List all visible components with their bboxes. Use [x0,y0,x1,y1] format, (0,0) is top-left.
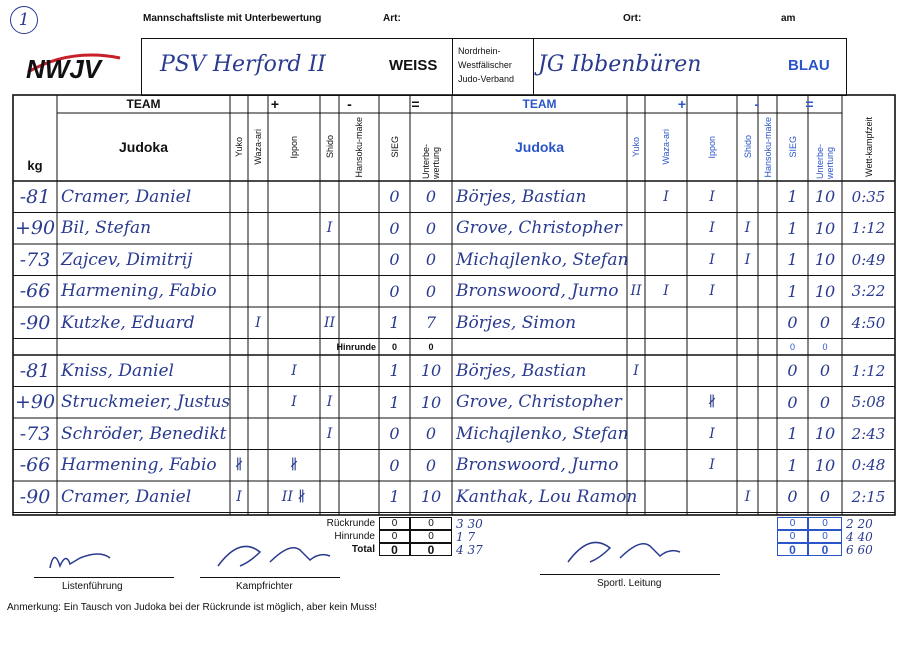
total-hand-blue-0: 2 20 [846,516,873,531]
bout-w-waza [248,244,268,276]
plus-header-blue: + [677,96,687,112]
bout-w-sieg: 0 [389,187,400,207]
handwritten-signature-2 [210,532,340,576]
bout-b-unter: 10 [814,424,836,444]
bout-w-shido: I [326,394,333,411]
total-hand-white-2: 4 37 [456,542,483,557]
shido-header-white-text: Shido [324,135,335,159]
yuko-header-blue [627,115,645,179]
bout-b-ippon: I [709,425,715,442]
bout-b-unter: 0 [819,392,831,412]
bout-kg: -90 [19,311,51,334]
bout-b-ippon: I [709,188,715,205]
hansokumake-header-blue-text: Hansoku-make [762,116,773,178]
bout-w-hans [339,307,379,339]
ippon-header-blue [687,115,737,179]
total-hand-blue-2: 6 60 [846,542,873,557]
bout-w-hans [339,355,379,387]
form-title: Mannschaftsliste mit Unterbewertung [143,13,322,24]
bout-w-sieg: 1 [389,361,400,381]
signature-leitung-label: Sportl. Leitung [597,578,662,589]
svg-text:NWJV: NWJV [26,54,102,84]
bout-b-sieg: 1 [787,281,798,301]
bout-w-yuko [230,244,248,276]
bout-w-ippon: ∦ [289,457,299,474]
bout-w-ippon [268,307,320,339]
bout-w-waza: I [255,314,261,331]
bout-b-unter: 10 [814,455,836,475]
team-header-white: TEAM [126,97,161,111]
bout-b-unter: 0 [819,361,831,381]
bout-w-yuko: ∦ [234,457,244,474]
bout-b-sieg: 0 [787,361,798,381]
team-header-blue: TEAM [522,97,557,111]
total-white-unter-2: 0 [410,543,452,556]
bout-blue: Michajlenko, Stefan [456,249,629,270]
footnote: Anmerkung: Ein Tausch von Judoka bei der Rückrunde ist möglich, aber kein Muss! [7,602,378,613]
bout-w-unter: 0 [425,281,437,301]
bout-b-sieg: 1 [787,187,798,207]
total-blue-sieg-2: 0 [777,543,808,556]
bout-b-shido: I [744,488,751,505]
sieg-header-blue-text: SIEG [787,136,798,158]
bout-b-yuko [627,244,645,276]
bout-w-shido [320,450,339,482]
bout-w-unter: 10 [420,361,442,381]
shido-header-blue-text: Shido [742,135,753,159]
bout-kg: -66 [19,280,51,303]
bout-b-sieg: 0 [787,487,798,507]
bout-w-ippon: II ∦ [281,488,307,505]
bout-w-unter: 0 [425,187,437,207]
bout-b-yuko [627,307,645,339]
bout-w-sieg: 1 [389,313,400,333]
bout-blue: Börjes, Simon [456,312,577,333]
total-label-1: Hinrunde [334,531,375,542]
bout-kg: -90 [19,485,51,508]
bout-w-unter: 10 [420,487,442,507]
bout-b-waza [645,481,687,513]
bout-time: 4:50 [851,313,886,332]
total-label-0: Rückrunde [326,518,375,529]
bout-w-ippon [268,213,320,245]
bout-b-hans [758,213,777,245]
bout-b-waza [645,307,687,339]
bout-w-waza [248,276,268,308]
bout-blue: Grove, Christopher [456,218,622,239]
yuko-header-white-text: Yuko [234,136,244,158]
bout-kg: +90 [14,391,56,414]
bout-w-sieg: 1 [389,392,400,412]
bout-b-sieg: 0 [787,392,798,412]
minus-header-blue: - [754,96,760,112]
bout-w-waza [248,418,268,450]
bout-time: 2:43 [851,424,886,443]
bout-b-hans [758,450,777,482]
bout-w-waza [248,181,268,213]
bout-white: Bil, Stefan [61,218,152,239]
blue-label: BLAU [788,57,830,74]
hinrunde-blue-sieg: 0 [789,341,795,352]
bout-b-ippon [687,307,737,339]
bout-b-yuko: II [630,283,642,300]
total-blue-sieg-0: 0 [777,517,808,530]
total-blue-unter-0: 0 [808,517,842,530]
bout-w-unter: 7 [425,313,437,333]
bout-w-shido [320,276,339,308]
kampfzeit-header-blue [842,115,895,179]
bout-white: Schröder, Benedikt [61,423,227,444]
bout-w-hans [339,418,379,450]
plus-header-white: + [270,96,280,112]
total-white-unter-0: 0 [410,517,452,530]
bout-w-ippon [268,181,320,213]
bout-time: 3:22 [851,282,886,301]
bout-w-shido [320,355,339,387]
bout-b-yuko [627,181,645,213]
bout-b-shido [737,387,758,419]
bout-b-unter: 10 [814,250,836,270]
bout-white: Struckmeier, Justus [61,392,231,413]
team-blue-name: JG Ibbenbüren [538,52,702,77]
bout-w-unter: 0 [425,250,437,270]
bout-w-hans [339,481,379,513]
bout-time: 2:15 [851,487,886,506]
bout-w-ippon [268,418,320,450]
bout-w-unter: 10 [420,392,442,412]
bout-w-ippon: I [291,362,297,379]
handwritten-signature-1 [40,540,150,576]
bout-b-waza [645,450,687,482]
bout-white: Kniss, Daniel [61,360,174,381]
total-white-sieg-2: 0 [379,543,410,556]
judoka-header-white: Judoka [118,139,168,155]
signature-listenfuehrung-line [34,577,174,578]
ippon-header-blue-text: Ippon [707,135,717,159]
bout-kg: -73 [19,422,51,445]
bout-b-yuko [627,481,645,513]
bout-white: Harmening, Fabio [61,281,217,302]
hinrunde-white-sieg: 0 [391,341,397,352]
bout-b-unter: 10 [814,218,836,238]
bout-w-yuko [230,355,248,387]
hinrunde-white-unter: 0 [428,341,434,352]
bout-b-shido [737,418,758,450]
shido-header-white [320,115,339,179]
bout-w-sieg: 0 [389,250,400,270]
bout-blue: Börjes, Bastian [456,186,587,207]
hansokumake-header-blue [758,115,777,179]
wazaari-header-white-text: Waza-ari [253,129,263,165]
bout-w-hans [339,387,379,419]
hansokumake-header-white [339,115,379,179]
bout-b-shido [737,181,758,213]
shido-header-blue [737,115,758,179]
bout-w-ippon [268,276,320,308]
bout-b-ippon: I [709,283,715,300]
bout-w-shido [320,244,339,276]
bout-w-yuko [230,387,248,419]
bout-time: 0:48 [851,456,886,475]
am-label: am [781,13,796,24]
total-white-unter-1: 0 [410,530,452,543]
bout-w-yuko [230,276,248,308]
bout-b-ippon: I [709,251,715,268]
bout-b-waza [645,418,687,450]
bout-w-yuko: I [236,488,242,505]
bout-b-yuko [627,213,645,245]
bout-blue: Bronswoord, Jurno [456,281,619,302]
bout-w-sieg: 0 [389,455,400,475]
bout-kg: -66 [19,454,51,477]
signature-leitung-line [540,574,720,575]
total-hand-white-1: 1 7 [456,529,476,544]
bout-b-unter: 10 [814,187,836,207]
kampfzeit-header-blue-text: Wett-kampfzeit [863,117,874,177]
bout-w-shido [320,481,339,513]
ippon-header-white-text: Ippon [289,135,299,159]
bout-b-hans [758,481,777,513]
yuko-header-blue-text: Yuko [631,136,641,158]
bout-w-waza [248,387,268,419]
bout-kg: +90 [14,217,56,240]
bout-b-ippon: I [709,220,715,237]
unterbewertung-header-white [410,115,452,179]
wazaari-header-white [248,115,268,179]
bout-b-ippon: I [709,457,715,474]
bout-blue: Michajlenko, Stefan [456,423,629,444]
bout-b-ippon: ∦ [707,394,717,411]
bout-b-yuko [627,387,645,419]
minus-header-white: - [347,96,352,112]
equals-header-blue: = [805,96,814,112]
bout-b-yuko: I [633,362,639,379]
bout-b-hans [758,276,777,308]
bout-b-waza: I [663,188,669,205]
bout-white: Harmening, Fabio [61,455,217,476]
bout-white: Zajcev, Dimitrij [61,249,193,270]
sheet-number: 1 [10,6,38,34]
bout-b-sieg: 1 [787,218,798,238]
bout-w-unter: 0 [425,218,437,238]
equals-header-white: = [411,96,420,112]
bout-w-shido: I [326,220,333,237]
federation-label: Nordrhein- Westfälischer Judo-Verband [458,46,515,84]
bout-w-ippon [268,244,320,276]
judoka-header-blue: Judoka [514,139,564,155]
bout-blue: Bronswoord, Jurno [456,455,619,476]
total-blue-unter-2: 0 [808,543,842,556]
bout-b-ippon [687,355,737,387]
bout-w-yuko [230,307,248,339]
total-hand-blue-1: 4 40 [846,529,873,544]
bout-b-waza [645,387,687,419]
bout-w-yuko [230,213,248,245]
bout-w-unter: 0 [425,455,437,475]
bout-b-waza [645,244,687,276]
sieg-header-white [379,115,410,179]
bout-w-unter: 0 [425,424,437,444]
white-label: WEISS [389,57,438,74]
handwritten-signature-3 [560,528,690,572]
bout-b-sieg: 1 [787,455,798,475]
bout-b-ippon [687,481,737,513]
bout-kg: -81 [19,185,51,208]
sieg-header-white-text: SIEG [389,136,400,158]
bout-w-hans [339,181,379,213]
bout-time: 1:12 [851,219,886,238]
total-hand-white-0: 3 30 [456,516,483,531]
sieg-header-blue [777,115,808,179]
bout-w-hans [339,276,379,308]
bout-kg: -81 [19,359,51,382]
art-label: Art: [383,13,401,24]
bout-w-shido: I [326,425,333,442]
bout-white: Kutzke, Eduard [61,312,195,333]
bout-b-hans [758,355,777,387]
total-label-2: Total [351,544,375,555]
bout-w-hans [339,213,379,245]
bout-b-waza [645,355,687,387]
wazaari-header-blue-text: Waza-ari [661,129,671,165]
bout-b-waza: I [663,283,669,300]
kg-header: kg [27,158,43,173]
bout-time: 0:35 [851,187,886,206]
bout-b-hans [758,418,777,450]
bout-b-shido [737,355,758,387]
signature-kampfrichter-line [200,577,340,578]
signature-listenfuehrung-label: Listenführung [62,581,123,592]
bout-w-shido: II [323,314,336,331]
bout-blue: Grove, Christopher [456,392,622,413]
bout-w-waza [248,355,268,387]
hansokumake-header-white-text: Hansoku-make [354,116,364,178]
total-blue-unter-1: 0 [808,530,842,543]
bout-b-sieg: 1 [787,250,798,270]
bout-b-hans [758,244,777,276]
hinrunde-label: Hinrunde [336,341,376,352]
bout-b-sieg: 1 [787,424,798,444]
yuko-header-white [230,115,248,179]
bout-time: 0:49 [851,250,886,269]
bout-w-sieg: 0 [389,218,400,238]
bout-b-hans [758,307,777,339]
bout-w-sieg: 0 [389,424,400,444]
bout-w-yuko [230,181,248,213]
bout-b-yuko [627,418,645,450]
total-white-sieg-0: 0 [379,517,410,530]
bout-white: Cramer, Daniel [61,186,192,207]
bout-w-sieg: 0 [389,281,400,301]
bout-w-shido [320,181,339,213]
bout-time: 1:12 [851,361,886,380]
bout-w-hans [339,450,379,482]
unterbewertung-header-blue-text: Unterbe-wertung [815,143,835,179]
total-white-sieg-1: 0 [379,530,410,543]
bout-b-sieg: 0 [787,313,798,333]
bout-w-yuko [230,418,248,450]
bout-w-waza [248,213,268,245]
bout-blue: Kanthak, Lou Ramon [456,486,638,507]
bout-b-shido [737,276,758,308]
bout-kg: -73 [19,248,51,271]
bout-time: 5:08 [851,393,886,412]
bout-b-hans [758,181,777,213]
signature-kampfrichter-label: Kampfrichter [236,581,293,592]
ippon-header-white [268,115,320,179]
bout-b-shido [737,450,758,482]
bout-w-sieg: 1 [389,487,400,507]
bout-b-unter: 0 [819,313,831,333]
bout-b-unter: 10 [814,281,836,301]
bout-w-ippon: I [291,394,297,411]
bout-w-hans [339,244,379,276]
bout-b-shido: I [744,251,751,268]
bout-b-shido [737,307,758,339]
ort-label: Ort: [623,13,642,24]
bout-b-hans [758,387,777,419]
bout-b-yuko [627,450,645,482]
unterbewertung-header-blue [808,115,842,179]
bout-b-waza [645,213,687,245]
bout-blue: Börjes, Bastian [456,360,587,381]
team-white-name: PSV Herford II [160,52,326,77]
hinrunde-blue-unter: 0 [822,341,828,352]
bout-w-waza [248,481,268,513]
wazaari-header-blue [645,115,687,179]
bout-w-waza [248,450,268,482]
bout-white: Cramer, Daniel [61,486,192,507]
unterbewertung-header-white-text: Unterbe-wertung [421,143,441,179]
bout-b-shido: I [744,220,751,237]
bout-b-unter: 0 [819,487,831,507]
total-blue-sieg-1: 0 [777,530,808,543]
